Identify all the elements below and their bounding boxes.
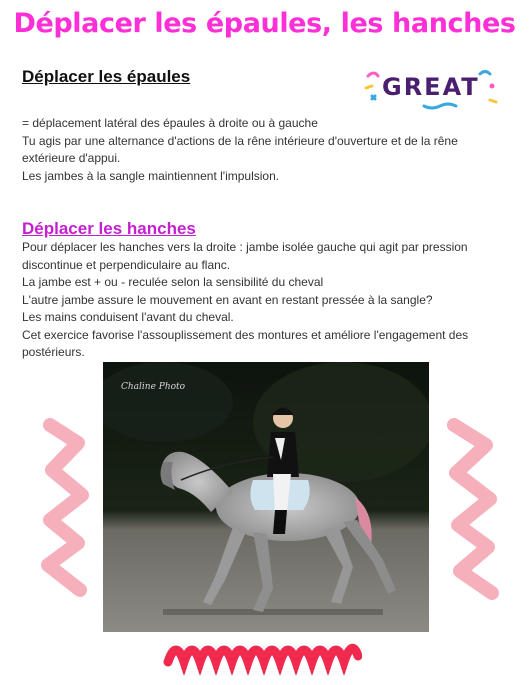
photo-watermark: Chaline Photo	[121, 382, 186, 392]
page-title: Déplacer les épaules, les hanches	[13, 8, 516, 39]
horse-rider-photo	[103, 362, 429, 632]
pink-zigzag-right	[440, 415, 505, 600]
section-heading-hips: Déplacer les hanches	[22, 219, 196, 238]
hips-paragraph	[22, 239, 509, 362]
text-line: Les mains conduisent l'avant du cheval.	[22, 310, 234, 324]
pink-zigzag-left	[38, 415, 98, 600]
text-line: La jambe est + ou - reculée selon la sensibilité du cheval	[22, 275, 324, 289]
great-sticker	[362, 62, 507, 112]
text-line: = déplacement latéral des épaules à droite ou à gauche	[22, 116, 318, 130]
section-heading-shoulders: Déplacer les épaules	[22, 67, 191, 86]
text-line: Cet exercice favorise l'assouplissement des montures et améliore l'engagement des postérieurs.	[22, 327, 469, 359]
text-line: Pour déplacer les hanches vers la droite : jambe isolée gauche qui agit par pression discontinue et perpendiculaire au flanc.	[22, 240, 468, 272]
text-line: Tu agis par une alternance d'actions de la rêne intérieure d'ouverture et de la rêne extérieure d'appui.	[22, 133, 458, 165]
red-squiggle	[162, 630, 362, 675]
text-line: L'autre jambe assure le mouvement en avant en restant pressée à la sangle?	[22, 292, 433, 307]
text-line: Les jambes à la sangle maintiennent l'impulsion.	[22, 168, 280, 183]
shoulders-paragraph	[22, 115, 509, 185]
great-sticker-text: GREAT	[382, 73, 480, 101]
